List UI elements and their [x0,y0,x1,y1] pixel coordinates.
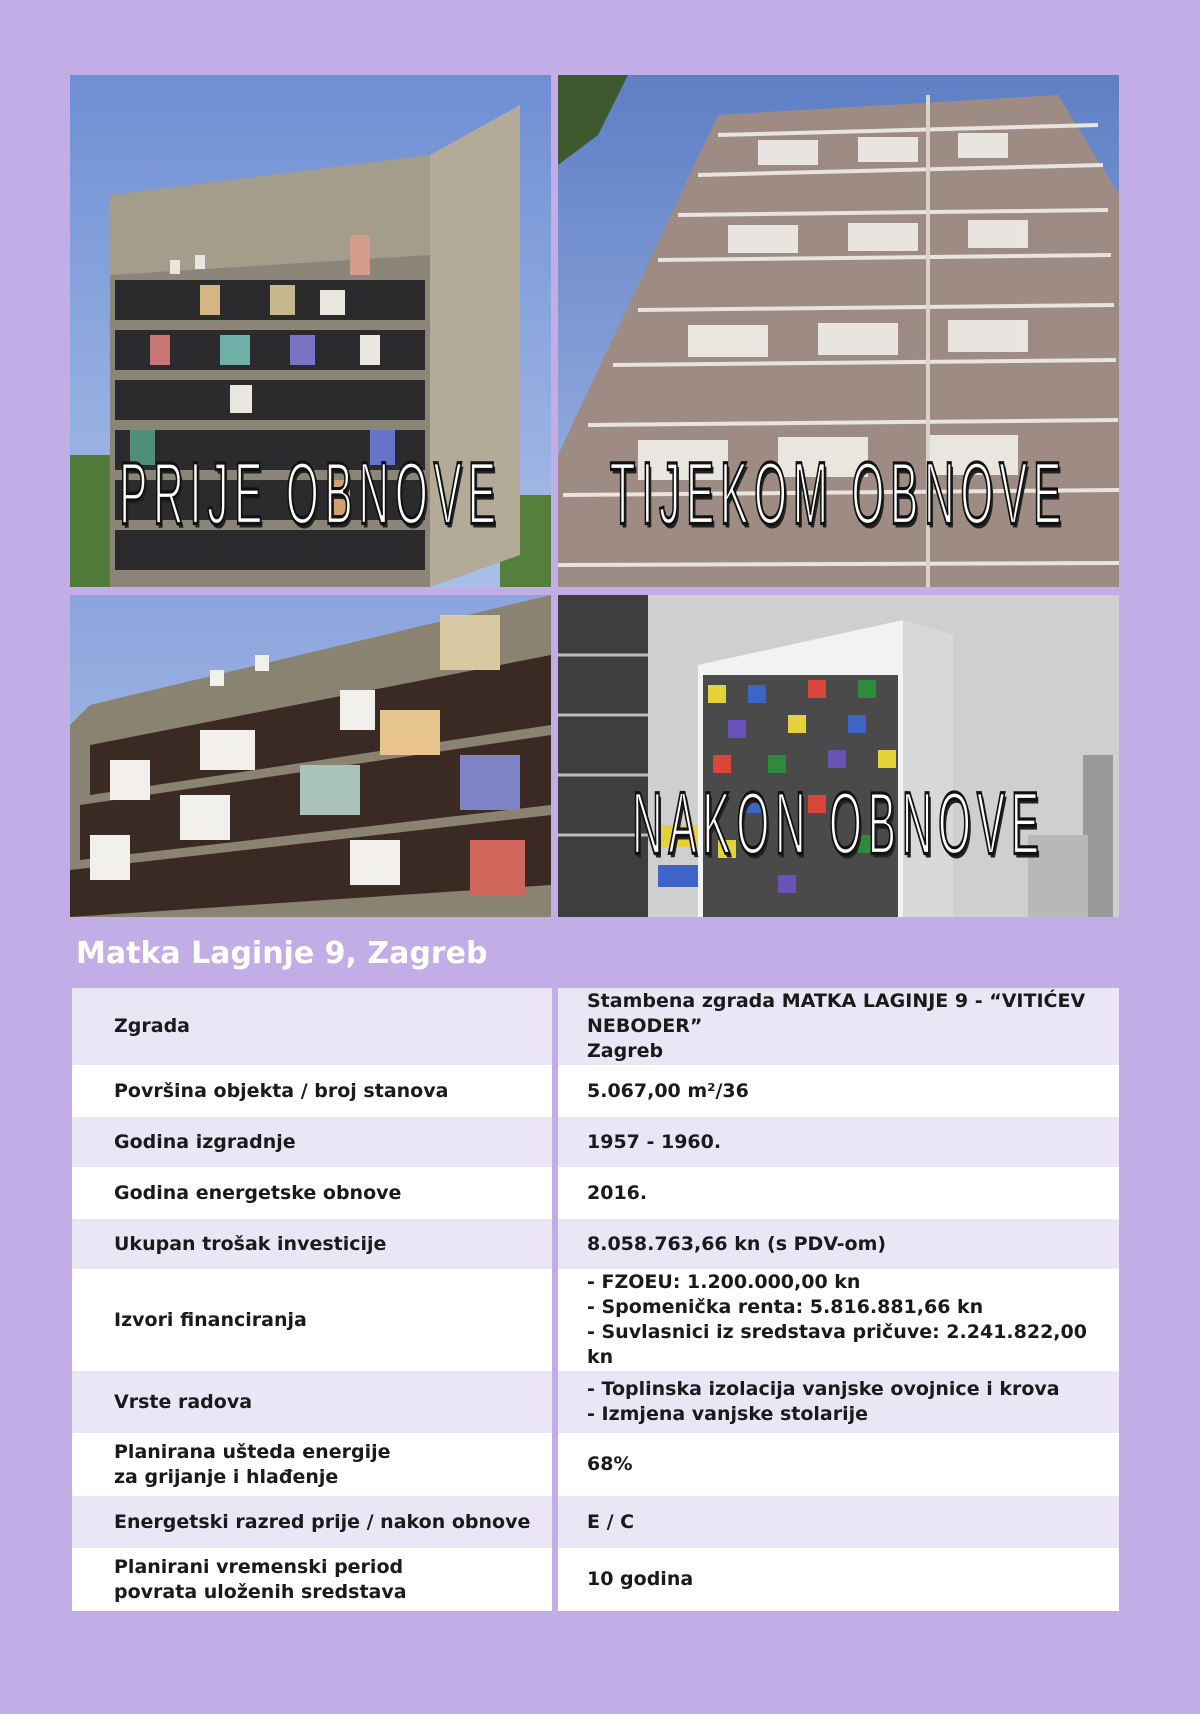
row-label: Godina izgradnje [72,1117,552,1167]
row-value [552,1219,1119,1269]
row-value [552,1065,1119,1117]
row-value [552,1117,1119,1167]
row-value-line: Zagreb [587,1040,664,1062]
row-label: Ukupan trošak investicije [72,1219,552,1269]
row-value-line: - FZOEU: 1.200.000,00 kn [587,1271,861,1293]
table-row [72,1219,1119,1269]
row-value-line: 68% [587,1453,633,1475]
row-value-line: 2016. [587,1181,648,1204]
table-row [72,1496,1119,1548]
row-label: Površina objekta / broj stanova [72,1065,552,1117]
table-row [72,1433,1119,1496]
row-value [552,1548,1119,1611]
row-value-line: - Izmjena vanjske stolarije [587,1403,869,1425]
row-value [552,1371,1119,1433]
table-row [72,1548,1119,1611]
row-label: Godina energetske obnove [72,1167,552,1219]
photo-caption: NAKON OBNOVE [632,773,1045,873]
table-row [72,1269,1119,1371]
photo-caption: TIJEKOM OBNOVE [609,443,1068,543]
table-row [72,1065,1119,1117]
row-value-line: E / C [587,1510,635,1533]
row-value-line: 8.058.763,66 kn (s PDV-om) [587,1232,887,1255]
photo-after-renovation [558,595,1119,917]
photo-before-renovation [70,75,551,587]
row-value [552,1496,1119,1548]
row-value-line: - Suvlasnici iz sredstava pričuve: 2.241.822,00 kn [587,1321,1087,1368]
row-label: Energetski razred prije / nakon obnove [72,1496,552,1548]
row-label: Zgrada [72,988,552,1065]
row-value [552,1433,1119,1496]
row-value [552,988,1119,1065]
row-label: Vrste radova [72,1371,552,1433]
table-row [72,988,1119,1065]
row-value [552,1269,1119,1371]
table-row [72,1117,1119,1167]
row-label: Planirana ušteda energije za grijanje i hlađenje [72,1433,552,1496]
row-value-line: 5.067,00 m²/36 [587,1079,749,1102]
row-value-line: Stambena zgrada MATKA LAGINJE 9 - “VITIĆEV NEBODER” [587,990,1086,1037]
photo-facade-detail [70,595,551,917]
row-value-line: 10 godina [587,1568,694,1590]
table-row [72,1371,1119,1433]
photo-during-renovation [558,75,1119,587]
row-label: Izvori financiranja [72,1269,552,1371]
table-row [72,1167,1119,1219]
row-value-line: - Toplinska izolacija vanjske ovojnice i krova [587,1378,1060,1400]
row-value-line: - Spomenička renta: 5.816.881,66 kn [587,1296,984,1318]
photo-caption: PRIJE OBNOVE [119,443,502,543]
row-label: Planirani vremenski period povrata uloženih sredstava [72,1548,552,1611]
row-value-line: 1957 - 1960. [587,1130,722,1153]
row-value [552,1167,1119,1219]
address-heading: Matka Laginje 9, Zagreb [76,936,488,971]
building-info-table [72,988,1119,1611]
facade-detail-image [70,595,551,917]
